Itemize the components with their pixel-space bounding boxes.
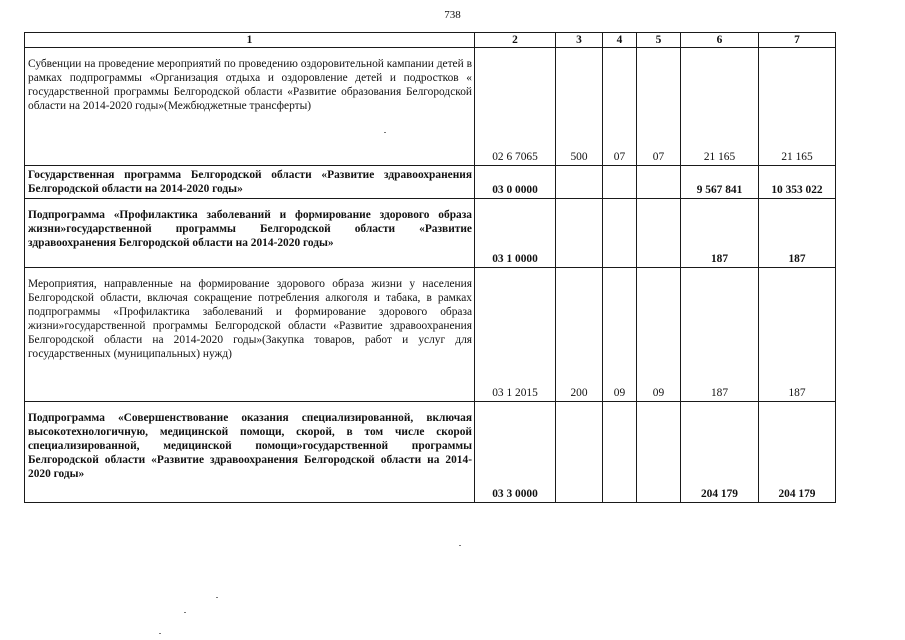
expense-type-cell [556, 166, 603, 199]
table-row [25, 402, 836, 503]
program-code-cell: 03 1 0000 [475, 199, 556, 268]
table-body [25, 48, 836, 503]
table-row [25, 48, 836, 166]
amount-col7-cell: 10 353 022 [759, 166, 836, 199]
section-cell [603, 402, 637, 503]
column-header-6: 6 [681, 33, 759, 48]
header-row [25, 33, 836, 48]
amount-col7-cell: 187 [759, 199, 836, 268]
section-cell [603, 199, 637, 268]
subsection-cell: 09 [637, 268, 681, 402]
column-header-3: 3 [556, 33, 603, 48]
subsection-cell: 07 [637, 48, 681, 166]
scan-speck [384, 132, 386, 133]
scan-speck [216, 597, 218, 598]
expense-type-cell: 500 [556, 48, 603, 166]
amount-col6-cell: 9 567 841 [681, 166, 759, 199]
expense-type-cell: 200 [556, 268, 603, 402]
subsection-cell [637, 402, 681, 503]
section-cell: 07 [603, 48, 637, 166]
subsection-cell [637, 166, 681, 199]
scan-speck [159, 633, 161, 634]
column-header-7: 7 [759, 33, 836, 48]
row-description: Подпрограмма «Профилактика заболеваний и формирование здорового образа жизни»государственной программы Белгородской области «Развитие здравоохранения Белгородской области на 2014-2020 годы» [25, 199, 475, 268]
expense-type-cell [556, 199, 603, 268]
table-row [25, 166, 836, 199]
expense-type-cell [556, 402, 603, 503]
program-code-cell: 02 6 7065 [475, 48, 556, 166]
table-row [25, 199, 836, 268]
row-description: Субвенции на проведение мероприятий по проведению оздоровительной кампании детей в рамках подпрограммы «Организация отдыха и оздоровление детей и подростков « государственной программы Белгородской области «Развитие образования Белгородской области на 2014-2020 годы»(Межбюджетные трансферты) [25, 48, 475, 166]
row-description: Подпрограмма «Совершенствование оказания специализированной, включая высокотехнологичную, медицинской помощи, скорой, в том числе скорой специализированной, медицинской помощи»государственной программы Белгородской области «Развитие здравоохранения Белгородской области на 2014-2020 годы» [25, 402, 475, 503]
scan-speck [184, 612, 186, 613]
column-header-2: 2 [475, 33, 556, 48]
budget-table [24, 32, 836, 503]
amount-col7-cell: 21 165 [759, 48, 836, 166]
amount-col6-cell: 187 [681, 199, 759, 268]
row-description: Государственная программа Белгородской области «Развитие здравоохранения Белгородской области на 2014-2020 годы» [25, 166, 475, 199]
row-description: Мероприятия, направленные на формирование здорового образа жизни у населения Белгородской области, включая сокращение потребления алкоголя и табака, в рамках подпрограммы «Профилактика заболеваний и формирование здорового образа жизни»государственной программы Белгородской области «Развитие здравоохранения Белгородской области на 2014-2020 годы»(Закупка товаров, работ и услуг для государственных (муниципальных) нужд) [25, 268, 475, 402]
amount-col7-cell: 204 179 [759, 402, 836, 503]
page-number: 738 [444, 9, 461, 21]
amount-col6-cell: 187 [681, 268, 759, 402]
amount-col6-cell: 204 179 [681, 402, 759, 503]
subsection-cell [637, 199, 681, 268]
program-code-cell: 03 3 0000 [475, 402, 556, 503]
column-header-5: 5 [637, 33, 681, 48]
section-cell: 09 [603, 268, 637, 402]
amount-col7-cell: 187 [759, 268, 836, 402]
table-row [25, 268, 836, 402]
program-code-cell: 03 1 2015 [475, 268, 556, 402]
column-header-1: 1 [25, 33, 475, 48]
column-header-4: 4 [603, 33, 637, 48]
program-code-cell: 03 0 0000 [475, 166, 556, 199]
amount-col6-cell: 21 165 [681, 48, 759, 166]
scan-speck [459, 545, 461, 546]
section-cell [603, 166, 637, 199]
table-header [25, 33, 836, 48]
